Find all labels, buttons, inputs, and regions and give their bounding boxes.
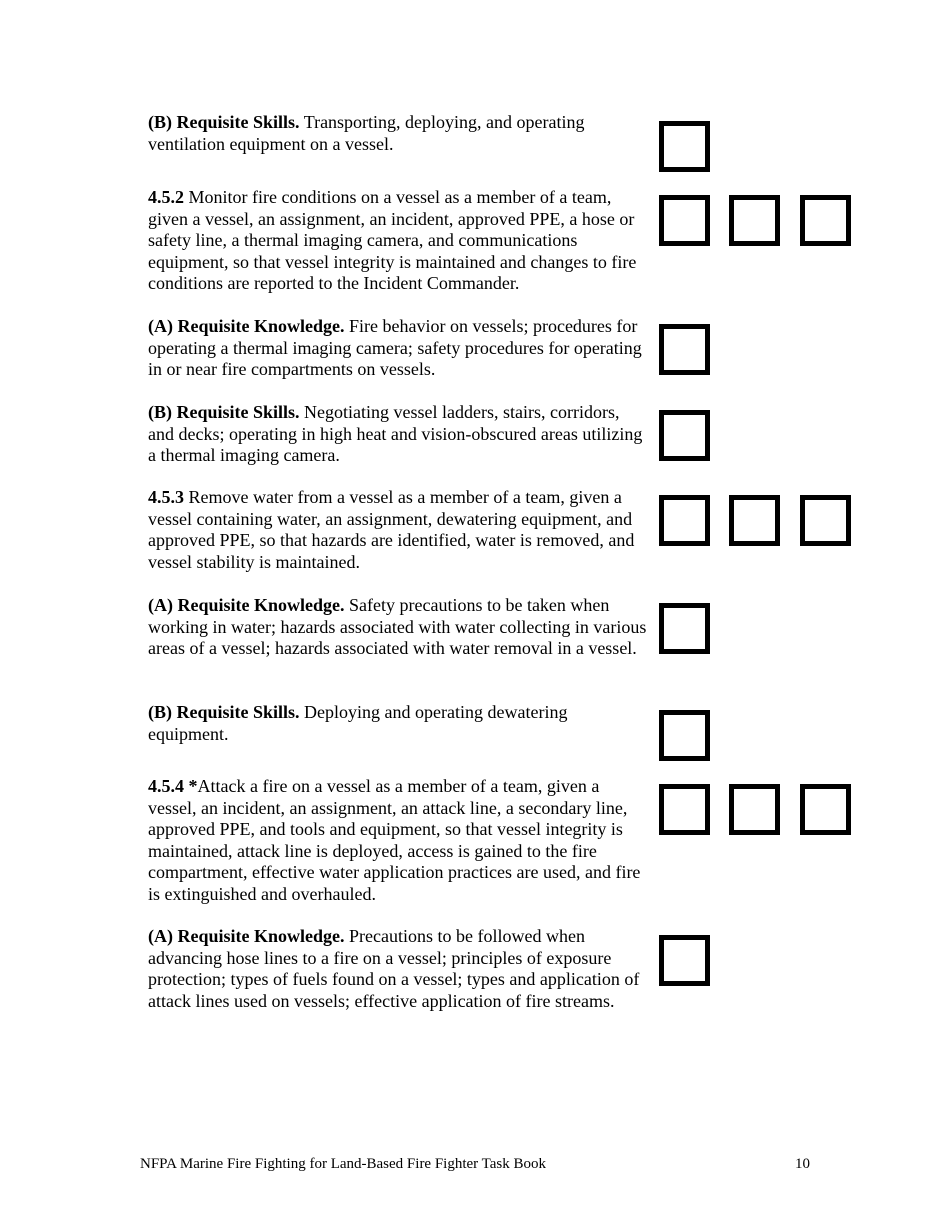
- block-text: Deploying and operating dewatering equipment.: [148, 702, 568, 744]
- block-text: Attack a fire on a vessel as a member of a team, given a vessel, an incident, an assignment, an attack line, a secondary line, approved PPE, and tools and equipment, so that vessel integrity is maintained, attack line is deployed, access is gained to the fire compartment, effective water application practices are used, and fire is extinguished and overhauled.: [148, 776, 641, 904]
- block-label: (B) Requisite Skills.: [148, 112, 300, 132]
- checkbox[interactable]: [800, 784, 851, 835]
- section-4-5-2: [148, 187, 648, 295]
- checkbox[interactable]: [659, 195, 710, 246]
- block-label: (A) Requisite Knowledge.: [148, 316, 345, 336]
- block-text: Precautions to be followed when advancing hose lines to a fire on a vessel; principles of exposure protection; types of fuels found on a vessel; types and application of attack lines used on vessels; effective application of fire streams.: [148, 926, 640, 1011]
- checkbox[interactable]: [659, 603, 710, 654]
- block-label: 4.5.3: [148, 487, 184, 507]
- requisite-knowledge-attack: [148, 926, 648, 1012]
- block-text: Monitor fire conditions on a vessel as a member of a team, given a vessel, an assignment, an incident, approved PPE, a hose or safety line, a thermal imaging camera, and communications equipment, so that vessel integrity is maintained and changes to fire conditions are reported to the Incident Commander.: [148, 187, 637, 293]
- block-label: 4.5.2: [148, 187, 184, 207]
- block-text: Remove water from a vessel as a member of a team, given a vessel containing water, an assignment, dewatering equipment, and approved PPE, so that hazards are identified, water is removed, and vessel stability is maintained.: [148, 487, 635, 572]
- requisite-knowledge-water: [148, 595, 648, 660]
- checkbox[interactable]: [800, 495, 851, 546]
- requisite-skills-ventilation: [148, 112, 648, 155]
- requisite-skills-ladders: [148, 402, 648, 467]
- checkbox[interactable]: [659, 495, 710, 546]
- checkbox[interactable]: [729, 784, 780, 835]
- checkbox[interactable]: [659, 121, 710, 172]
- section-4-5-3: [148, 487, 648, 573]
- checkbox[interactable]: [659, 935, 710, 986]
- checkbox[interactable]: [729, 195, 780, 246]
- block-label: (A) Requisite Knowledge.: [148, 926, 345, 946]
- requisite-knowledge-fire-conditions: [148, 316, 648, 381]
- checkbox[interactable]: [659, 710, 710, 761]
- block-text: Fire behavior on vessels; procedures for operating a thermal imaging camera; safety procedures for operating in or near fire compartments on vessels.: [148, 316, 642, 379]
- block-text: Negotiating vessel ladders, stairs, corridors, and decks; operating in high heat and vision-obscured areas utilizing a thermal imaging camera.: [148, 402, 643, 465]
- block-label: 4.5.4 *: [148, 776, 198, 796]
- checkbox[interactable]: [659, 410, 710, 461]
- section-4-5-4: [148, 776, 648, 905]
- requisite-skills-dewatering: [148, 702, 648, 745]
- block-label: (A) Requisite Knowledge.: [148, 595, 345, 615]
- footer-title: NFPA Marine Fire Fighting for Land-Based Fire Fighter Task Book: [140, 1156, 547, 1172]
- checkbox[interactable]: [800, 195, 851, 246]
- block-text: Transporting, deploying, and operating ventilation equipment on a vessel.: [148, 112, 585, 154]
- checkbox[interactable]: [729, 495, 780, 546]
- block-text: Safety precautions to be taken when working in water; hazards associated with water collecting in various areas of a vessel; hazards associated with water removal in a vessel.: [148, 595, 647, 658]
- block-label: (B) Requisite Skills.: [148, 402, 300, 422]
- checkbox[interactable]: [659, 784, 710, 835]
- checkbox[interactable]: [659, 324, 710, 375]
- page-number: 10: [795, 1156, 810, 1172]
- block-label: (B) Requisite Skills.: [148, 702, 300, 722]
